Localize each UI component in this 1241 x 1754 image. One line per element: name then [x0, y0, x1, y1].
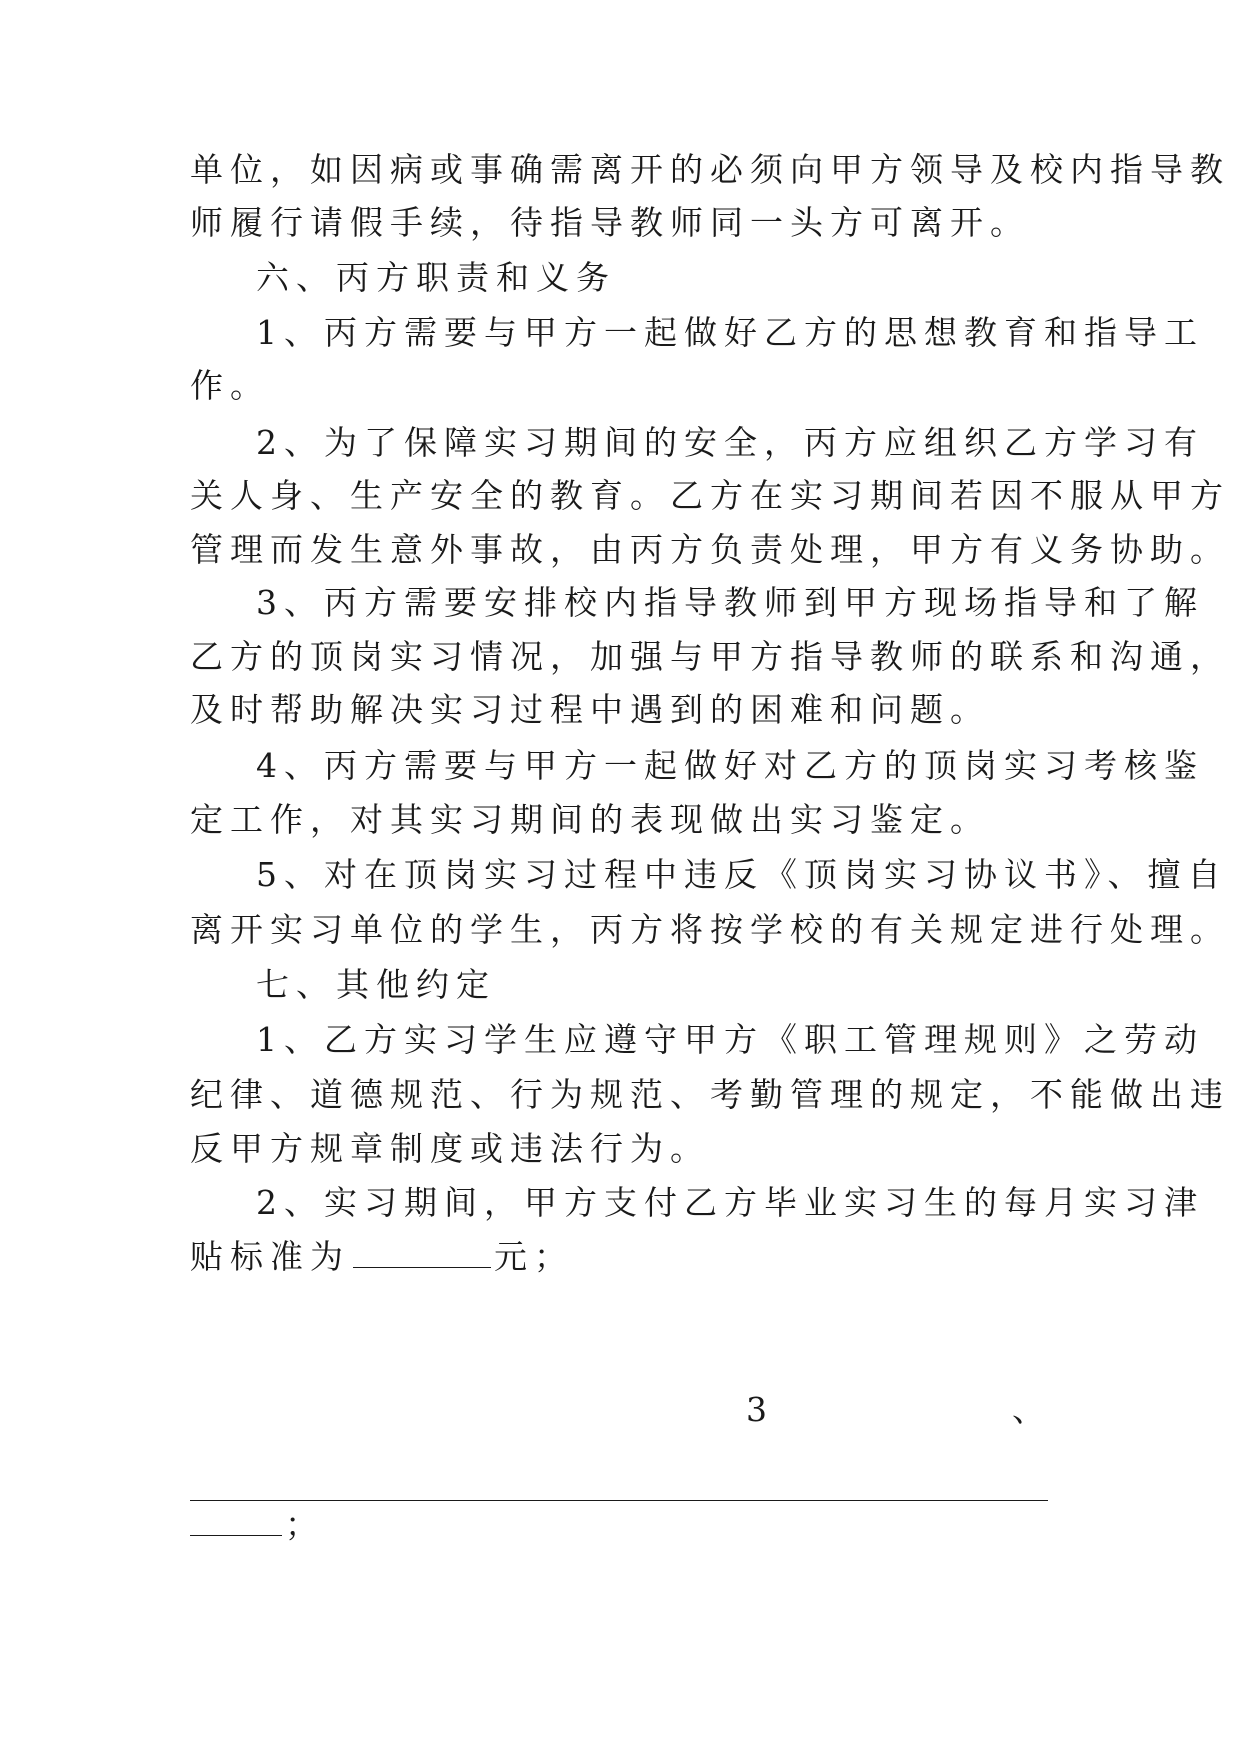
body-line: 及时帮助解决实习过程中遇到的困难和问题。	[190, 690, 990, 729]
allowance-blank	[353, 1237, 491, 1268]
body-line: 乙方的顶岗实习情况，加强与甲方指导教师的联系和沟通，	[190, 637, 1230, 676]
fill-in-end: ；	[285, 1505, 325, 1544]
section-heading: 七、其他约定	[256, 965, 496, 1004]
allowance-prefix: 贴标准为	[190, 1237, 350, 1276]
allowance-suffix: 元；	[494, 1237, 574, 1276]
body-line: 离开实习单位的学生，丙方将按学校的有关规定进行处理。	[190, 910, 1230, 949]
fill-in-end-line	[190, 1505, 325, 1545]
body-line: 师履行请假手续，待指导教师同一头方可离开。	[190, 203, 1030, 242]
fill-in-line	[190, 1500, 1048, 1501]
body-line: 反甲方规章制度或违法行为。	[190, 1129, 710, 1168]
item-mark: 、	[1012, 1390, 1045, 1429]
body-line: 纪律、道德规范、行为规范、考勤管理的规定，不能做出违	[190, 1075, 1230, 1114]
body-line: 关人身、生产安全的教育。乙方在实习期间若因不服从甲方	[190, 476, 1230, 515]
body-line: 定工作，对其实习期间的表现做出实习鉴定。	[190, 800, 990, 839]
section-heading: 六、丙方职责和义务	[256, 258, 616, 297]
list-item: 1、丙方需要与甲方一起做好乙方的思想教育和指导工	[256, 313, 1204, 352]
list-item: 3、丙方需要安排校内指导教师到甲方现场指导和了解	[256, 583, 1204, 622]
body-line: 管理而发生意外事故，由丙方负责处理，甲方有义务协助。	[190, 530, 1230, 569]
item-number: 3	[746, 1390, 767, 1429]
list-item: 1、乙方实习学生应遵守甲方《职工管理规则》之劳动	[256, 1020, 1204, 1059]
list-item: 5、对在顶岗实习过程中违反《顶岗实习协议书》、擅自	[256, 855, 1228, 894]
list-item: 2、为了保障实习期间的安全，丙方应组织乙方学习有	[256, 423, 1204, 462]
body-line: 单位，如因病或事确需离开的必须向甲方领导及校内指导教	[190, 150, 1230, 189]
body-line: 作。	[190, 366, 270, 405]
allowance-line	[190, 1237, 574, 1277]
list-item: 2、实习期间，甲方支付乙方毕业实习生的每月实习津	[256, 1183, 1204, 1222]
list-item: 4、丙方需要与甲方一起做好对乙方的顶岗实习考核鉴	[256, 746, 1204, 785]
fill-in-blank	[190, 1505, 282, 1536]
